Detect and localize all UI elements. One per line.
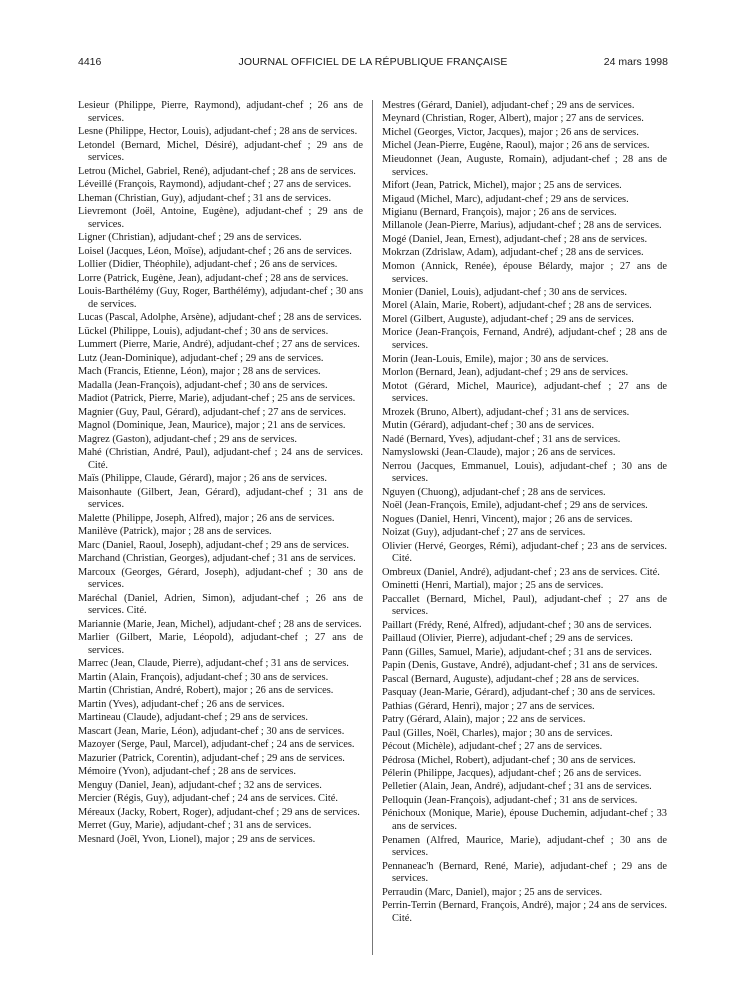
list-item: Migianu (Bernard, François), major ; 26 ans de services. [382, 206, 617, 218]
list-item: Lorre (Patrick, Eugène, Jean), adjudant-chef ; 28 ans de services. [78, 272, 349, 284]
list-item: Paillaud (Olivier, Pierre), adjudant-chef ; 29 ans de services. [382, 633, 633, 645]
list-item: Ombreux (Daniel, André), adjudant-chef ; 23 ans de services. Cité. [382, 566, 660, 578]
list-item: Magrez (Gaston), adjudant-chef ; 29 ans de services. [78, 433, 297, 445]
list-item: Morlon (Bernard, Jean), adjudant-chef ; 29 ans de services. [382, 367, 629, 379]
list-item: Motot (Gérard, Michel, Maurice), adjudant-chef ; 27 ans de services. [382, 380, 667, 405]
list-item: Mokrzan (Zdrislaw, Adam), adjudant-chef ; 28 ans de services. [382, 247, 644, 259]
publication-date: 24 mars 1998 [603, 56, 668, 68]
list-item: Pann (Gilles, Samuel, Marie), adjudant-chef ; 31 ans de services. [382, 646, 652, 658]
list-item: Lievremont (Joël, Antoine, Eugène), adjudant-chef ; 29 ans de services. [78, 206, 363, 230]
list-item: Mutin (Gérard), adjudant-chef ; 30 ans de services. [382, 420, 595, 432]
list-item: Pédrosa (Michel, Robert), adjudant-chef ; 30 ans de services. [382, 754, 636, 766]
list-item: Mifort (Jean, Patrick, Michel), major ; 25 ans de services. [382, 180, 622, 192]
list-item: Mesnard (Joël, Yvon, Lionel), major ; 29 ans de services. [78, 833, 316, 845]
list-item: Léveillé (François, Raymond), adjudant-chef ; 27 ans de services. [78, 179, 352, 191]
list-item: Malette (Philippe, Joseph, Alfred), major ; 26 ans de services. [78, 512, 335, 524]
list-item: Martin (Christian, André, Robert), major ; 26 ans de services. [78, 685, 334, 697]
list-item: Marcoux (Georges, Gérard, Joseph), adjudant-chef ; 30 ans de services. [78, 566, 363, 591]
list-item: Martineau (Claude), adjudant-chef ; 29 ans de services. [78, 712, 308, 724]
left-column [78, 100, 363, 847]
list-item: Pennaneac'h (Bernard, René, Marie), adjudant-chef ; 29 ans de services. [382, 860, 667, 885]
list-item: Mieudonnet (Jean, Auguste, Romain), adjudant-chef ; 28 ans de services. [382, 153, 667, 178]
page-header [78, 56, 668, 72]
list-item: Nguyen (Chuong), adjudant-chef ; 28 ans de services. [382, 486, 606, 498]
list-item: Mercier (Régis, Guy), adjudant-chef ; 24 ans de services. Cité. [78, 793, 338, 805]
list-item: Letondel (Bernard, Michel, Désiré), adjudant-chef ; 29 ans de services. [78, 139, 363, 164]
list-item: Pécout (Michèle), adjudant-chef ; 27 ans de services. [382, 741, 603, 753]
list-item: Penamen (Alfred, Maurice, Marie), adjudant-chef ; 30 ans de services. [382, 834, 667, 859]
list-item: Madiot (Patrick, Pierre, Marie), adjudant-chef ; 25 ans de services. [78, 393, 356, 405]
list-item: Letrou (Michel, Gabriel, René), adjudant-chef ; 28 ans de services. [78, 165, 356, 177]
list-item: Lheman (Christian, Guy), adjudant-chef ; 31 ans de services. [78, 192, 332, 204]
list-item: Lesne (Philippe, Hector, Louis), adjudant-chef ; 28 ans de services. [78, 126, 358, 138]
column-divider [372, 100, 373, 955]
list-item: Maisonhaute (Gilbert, Jean, Gérard), adjudant-chef ; 31 ans de services. [78, 486, 363, 511]
right-column [382, 100, 667, 926]
list-item: Perraudin (Marc, Daniel), major ; 25 ans de services. [382, 886, 603, 898]
list-item: Nadé (Bernard, Yves), adjudant-chef ; 31 ans de services. [382, 433, 621, 445]
list-item: Morice (Jean-François, Fernand, André), adjudant-chef ; 28 ans de services. [382, 327, 667, 352]
list-item: Paillart (Frédy, René, Alfred), adjudant-chef ; 30 ans de services. [382, 619, 652, 631]
list-item: Magnol (Dominique, Jean, Maurice), major ; 21 ans de services. [78, 420, 346, 432]
list-item: Patry (Gérard, Alain), major ; 22 ans de services. [382, 714, 586, 726]
list-item: Paccallet (Bernard, Michel, Paul), adjudant-chef ; 27 ans de services. [382, 593, 667, 618]
list-item: Mémoire (Yvon), adjudant-chef ; 28 ans de services. [78, 766, 296, 778]
list-item: Mogé (Daniel, Jean, Ernest), adjudant-chef ; 28 ans de services. [382, 233, 648, 245]
list-item: Maïs (Philippe, Claude, Gérard), major ; 26 ans de services. [78, 473, 328, 485]
list-item: Mahé (Christian, André, Paul), adjudant-chef ; 24 ans de services. Cité. [78, 447, 363, 471]
list-item: Mazurier (Patrick, Corentin), adjudant-chef ; 29 ans de services. [78, 752, 345, 764]
list-item: Mrozek (Bruno, Albert), adjudant-chef ; 31 ans de services. [382, 406, 630, 418]
list-item: Lückel (Philippe, Louis), adjudant-chef ; 30 ans de services. [78, 325, 329, 337]
list-item: Pathias (Gérard, Henri), major ; 27 ans de services. [382, 700, 595, 712]
list-item: Pélerin (Philippe, Jacques), adjudant-chef ; 26 ans de services. [382, 767, 642, 779]
list-item: Nerrou (Jacques, Emmanuel, Louis), adjudant-chef ; 30 ans de services. [382, 460, 667, 485]
list-item: Mascart (Jean, Marie, Léon), adjudant-chef ; 30 ans de services. [78, 725, 345, 737]
list-item: Lollier (Didier, Théophile), adjudant-chef ; 26 ans de services. [78, 259, 338, 271]
list-item: Mazoyer (Serge, Paul, Marcel), adjudant-chef ; 24 ans de services. [78, 739, 355, 751]
list-item: Morel (Gilbert, Auguste), adjudant-chef ; 29 ans de services. [382, 313, 634, 325]
list-item: Martin (Yves), adjudant-chef ; 26 ans de services. [78, 698, 285, 710]
list-item: Morin (Jean-Louis, Emile), major ; 30 ans de services. [382, 353, 609, 365]
list-item: Maréchal (Daniel, Adrien, Simon), adjudant-chef ; 26 ans de services. Cité. [78, 592, 363, 617]
list-item: Millanole (Jean-Pierre, Marius), adjudant-chef ; 28 ans de services. [382, 220, 662, 232]
list-item: Paul (Gilles, Noël, Charles), major ; 30 ans de services. [382, 727, 613, 739]
list-item: Manilève (Patrick), major ; 28 ans de services. [78, 526, 272, 538]
page-number: 4416 [78, 56, 102, 68]
list-item: Namyslowski (Jean-Claude), major ; 26 ans de services. [382, 447, 616, 459]
list-item: Mach (Francis, Etienne, Léon), major ; 28 ans de services. [78, 366, 321, 378]
list-item: Migaud (Michel, Marc), adjudant-chef ; 29 ans de services. [382, 193, 629, 205]
list-item: Madalla (Jean-François), adjudant-chef ; 30 ans de services. [78, 379, 328, 391]
list-item: Merret (Guy, Marie), adjudant-chef ; 31 ans de services. [78, 820, 312, 832]
list-item: Mariannie (Marie, Jean, Michel), adjudant-chef ; 28 ans de services. [78, 618, 362, 630]
list-item: Marc (Daniel, Raoul, Joseph), adjudant-chef ; 29 ans de services. [78, 539, 349, 551]
list-item: Lesieur (Philippe, Pierre, Raymond), adjudant-chef ; 26 ans de services. [78, 100, 363, 124]
list-item: Marchand (Christian, Georges), adjudant-chef ; 31 ans de services. [78, 553, 356, 565]
list-item: Lummert (Pierre, Marie, André), adjudant-chef ; 27 ans de services. [78, 339, 360, 351]
list-item: Loisel (Jacques, Léon, Moïse), adjudant-chef ; 26 ans de services. [78, 245, 352, 257]
list-item: Pelletier (Alain, Jean, André), adjudant-chef ; 31 ans de services. [382, 781, 652, 793]
list-item: Meynard (Christian, Roger, Albert), major ; 27 ans de services. [382, 113, 644, 125]
list-item: Morel (Alain, Marie, Robert), adjudant-chef ; 28 ans de services. [382, 300, 652, 312]
list-item: Ominetti (Henri, Martial), major ; 25 ans de services. [382, 580, 604, 592]
list-item: Noël (Jean-François, Emile), adjudant-chef ; 29 ans de services. [382, 500, 648, 512]
list-item: Marrec (Jean, Claude, Pierre), adjudant-chef ; 31 ans de services. [78, 658, 349, 670]
list-item: Perrin-Terrin (Bernard, François, André), major ; 24 ans de services. Cité. [382, 900, 667, 924]
list-item: Momon (Annick, Renée), épouse Bélardy, major ; 27 ans de services. [382, 260, 667, 285]
list-item: Lutz (Jean-Dominique), adjudant-chef ; 29 ans de services. [78, 352, 324, 364]
list-item: Magnier (Guy, Paul, Gérard), adjudant-chef ; 27 ans de services. [78, 406, 346, 418]
list-item: Menguy (Daniel, Jean), adjudant-chef ; 32 ans de services. [78, 779, 322, 791]
list-item: Ligner (Christian), adjudant-chef ; 29 ans de services. [78, 232, 302, 244]
list-item: Michel (Georges, Victor, Jacques), major ; 26 ans de services. [382, 126, 639, 138]
list-item: Lucas (Pascal, Adolphe, Arsène), adjudant-chef ; 28 ans de services. [78, 312, 362, 324]
list-item: Louis-Barthélémy (Guy, Roger, Barthélémy), adjudant-chef ; 30 ans de services. [78, 286, 363, 310]
list-item: Nogues (Daniel, Henri, Vincent), major ; 26 ans de services. [382, 513, 633, 525]
journal-title: JOURNAL OFFICIEL DE LA RÉPUBLIQUE FRANÇAISE [238, 56, 508, 68]
list-item: Pelloquin (Jean-François), adjudant-chef ; 31 ans de services. [382, 794, 638, 806]
list-item: Pasquay (Jean-Marie, Gérard), adjudant-chef ; 30 ans de services. [382, 687, 656, 699]
list-item: Olivier (Hervé, Georges, Rémi), adjudant-chef ; 23 ans de services. Cité. [382, 540, 667, 565]
list-item: Michel (Jean-Pierre, Eugène, Raoul), major ; 26 ans de services. [382, 140, 650, 152]
list-item: Martin (Alain, François), adjudant-chef ; 30 ans de services. [78, 671, 329, 683]
list-item: Monier (Daniel, Louis), adjudant-chef ; 30 ans de services. [382, 287, 627, 298]
list-item: Noizat (Guy), adjudant-chef ; 27 ans de services. [382, 527, 586, 539]
list-item: Pascal (Bernard, Auguste), adjudant-chef ; 28 ans de services. [382, 673, 640, 685]
list-item: Papin (Denis, Gustave, André), adjudant-chef ; 31 ans de services. [382, 660, 658, 672]
list-item: Mestres (Gérard, Daniel), adjudant-chef ; 29 ans de services. [382, 100, 635, 111]
list-item: Méreaux (Jacky, Robert, Roger), adjudant-chef ; 29 ans de services. [78, 806, 360, 818]
list-item: Marlier (Gilbert, Marie, Léopold), adjudant-chef ; 27 ans de services. [78, 632, 363, 656]
list-item: Pénichoux (Monique, Marie), épouse Duchemin, adjudant-chef ; 33 ans de services. [382, 808, 667, 833]
